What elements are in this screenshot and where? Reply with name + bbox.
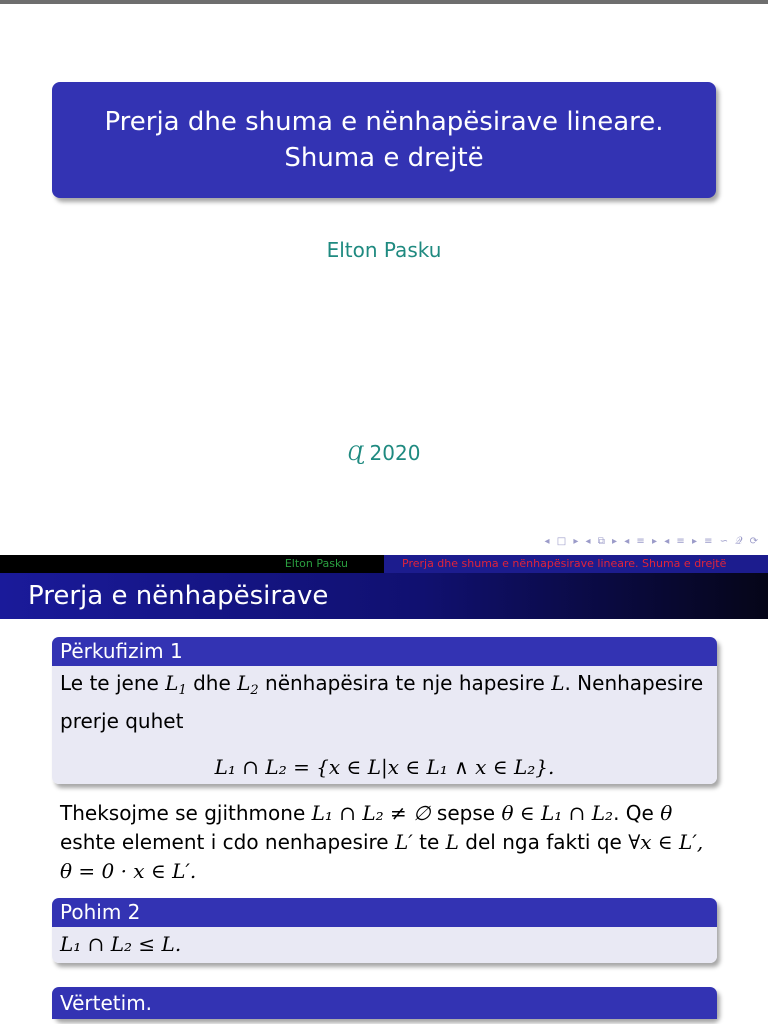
- definition-block: [52, 637, 717, 784]
- proof-title: Vërtetim.: [52, 987, 717, 1019]
- proposition-statement: L₁ ∩ L₂ ≤ L.: [60, 932, 182, 956]
- title-box: [52, 82, 716, 198]
- slide-title: Prerja dhe shuma e nënhapësirave lineare. Shuma e drejtë: [104, 107, 664, 173]
- definition-text: nënhapësira te nje hapesire: [258, 671, 552, 695]
- proof-block: [52, 987, 717, 1019]
- title-slide: [0, 4, 768, 555]
- proposition-title: Pohim 2: [52, 898, 717, 927]
- headline-title: Prerja dhe shuma e nënhapësirave lineare. Shuma e drejtë: [384, 555, 768, 573]
- date: [0, 441, 768, 465]
- proposition-block: [52, 898, 717, 963]
- proposition-body: [52, 927, 717, 963]
- author: Elton Pasku: [326, 238, 442, 262]
- beamer-navigation-icons[interactable]: ◂ □ ▸ ◂ ⧉ ▸ ◂ ≡ ▸ ◂ ≡ ▸ ≡ ∽ 𝒬 ⟳: [544, 536, 760, 547]
- headline-bar: [0, 555, 768, 573]
- math-l2: $L_2$: [237, 671, 259, 698]
- definition-body: [52, 666, 717, 784]
- definition-title: Përkufizim 1: [52, 637, 717, 666]
- content-slide: [0, 555, 768, 1024]
- remark-line3: θ = 0 · x ∈ L′.: [60, 859, 197, 883]
- math-l: L: [551, 671, 565, 695]
- math-l1: $L_1$: [165, 671, 187, 698]
- definition-text: dhe: [186, 671, 238, 695]
- date-symbol: Ɋ: [347, 441, 364, 465]
- headline-author: Elton Pasku: [0, 555, 384, 573]
- date-year: 2020: [369, 441, 421, 465]
- definition-equation: L₁ ∩ L₂ = {x ∈ L|x ∈ L₁ ∧ x ∈ L₂}.: [214, 755, 555, 779]
- frame-title: Prerja e nënhapësirave: [0, 573, 768, 619]
- definition-text: . Nenhapesire prerje quhet: [60, 671, 704, 733]
- definition-text: Le te jene: [60, 671, 166, 695]
- remark-paragraph: Theksojme se gjithmone L₁ ∩ L₂ ≠ ∅ sepse θ ∈ L₁ ∩ L₂. Qe θ eshte element i cdo nenhapesire L′ te L del nga fakti qe ∀x ∈ L′, θ = 0 · x ∈ L′.: [60, 801, 704, 883]
